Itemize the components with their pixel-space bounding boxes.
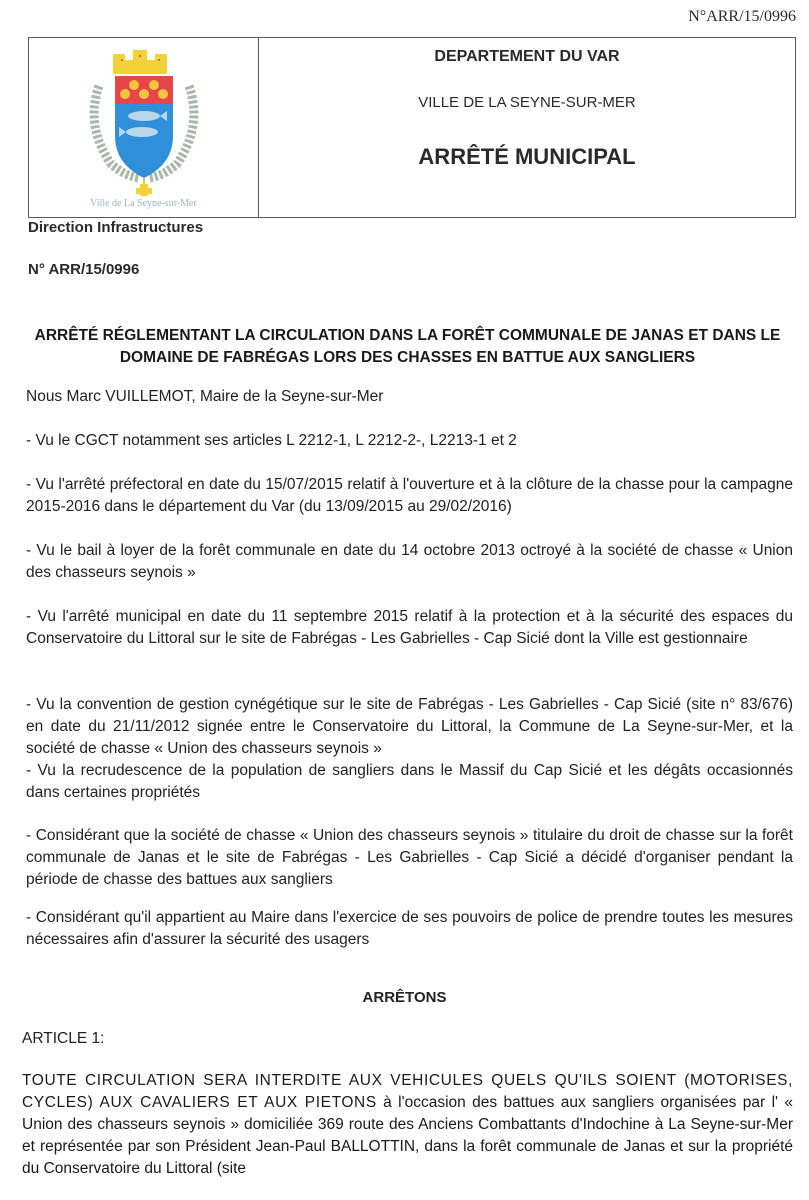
header-titles xyxy=(259,38,795,217)
recital-paragraph: - Vu la convention de gestion cynégétique sur le site de Fabrégas - Les Gabrielles - Cap Sicié (site n° 83/676) en date du 21/11/2012 signée entre le Conservatoire du Littoral, la Commune de La Seyne-sur-Mer, et la société de chasse « Union des chasseurs seynois » xyxy=(26,696,793,757)
department-title: DEPARTEMENT DU VAR xyxy=(434,48,620,65)
recital-paragraph: - Considérant qu'il appartient au Maire dans l'exercice de ses pouvoirs de police de prendre toutes les mesures nécessaires afin d'assurer la sécurité des usagers xyxy=(26,909,793,948)
logo-caption: Ville de La Seyne-sur-Mer xyxy=(90,198,197,209)
city-title: VILLE DE LA SEYNE-SUR-MER xyxy=(418,94,636,111)
recital-paragraph: - Vu la recrudescence de la population de sangliers dans le Massif du Cap Sicié et les dégâts occasionnés dans certaines propriétés xyxy=(26,762,793,801)
article-1-label: ARTICLE 1: xyxy=(22,1030,105,1047)
intro-line: Nous Marc VUILLEMOT, Maire de la Seyne-sur-Mer xyxy=(26,388,384,405)
recital-paragraph: - Considérant que la société de chasse « Union des chasseurs seynois » titulaire du droit de chasse sur la forêt communale de Janas et le site de Fabrégas - Les Gabrielles - Cap Sicié a décidé d'organiser pendant la période de chasse des battues aux sangliers xyxy=(26,827,793,888)
recital-paragraph: - Vu l'arrêté municipal en date du 11 septembre 2015 relatif à la protection et à la sécurité des espaces du Conservatoire du Littoral sur le site de Fabrégas - Les Gabrielles - Cap Sicié dont la Ville est gestionnaire xyxy=(26,608,793,647)
article-1-text xyxy=(22,1070,793,1180)
article-1-details: à l'occasion des battues aux sangliers organisées par l' « Union des chasseurs seynois » domiciliée 369 route des Anciens Combattants d'Indochine à La Seyne-sur-Mer et représentée par son Président Jean-Paul BALLOTTIN, dans la forêt communale de Janas et sur la propriété du Conservatoire du Littoral (site xyxy=(22,1094,793,1177)
recital-paragraph: - Vu l'arrêté préfectoral en date du 15/07/2015 relatif à l'ouverture et à la clôture de la chasse pour la campagne 2015-2016 dans le département du Var (du 13/09/2015 au 29/02/2016) xyxy=(26,476,793,515)
header-box xyxy=(28,37,796,218)
logo-cell xyxy=(29,38,259,217)
decision-heading: ARRÊTONS xyxy=(362,989,447,1006)
decree-title: ARRÊTÉ RÉGLEMENTANT LA CIRCULATION DANS LA FORÊT COMMUNALE DE JANAS ET DANS LE DOMAINE DE FABRÉGAS LORS DES CHASSES EN BATTUE AUX SANGLIERS xyxy=(34,327,781,366)
document-type-title: ARRÊTÉ MUNICIPAL xyxy=(418,144,636,169)
article-1-prohibition: TOUTE CIRCULATION SERA INTERDITE AUX VEHICULES QUELS QU'ILS SOIENT (MOTORISES, CYCLES) AUX CAVALIERS ET AUX PIETONS xyxy=(22,1072,793,1111)
recital-paragraph: - Vu le bail à loyer de la forêt communale en date du 14 octobre 2013 octroyé à la société de chasse « Union des chasseurs seynois » xyxy=(26,542,793,581)
document-number: N° ARR/15/0996 xyxy=(28,261,140,278)
city-coat-of-arms-icon xyxy=(77,46,211,196)
reference-number-top: N°ARR/15/0996 xyxy=(688,8,796,25)
recital-paragraph: - Vu le CGCT notamment ses articles L 2212-1, L 2212-2-, L2213-1 et 2 xyxy=(26,432,517,449)
direction-label: Direction Infrastructures xyxy=(28,219,204,236)
